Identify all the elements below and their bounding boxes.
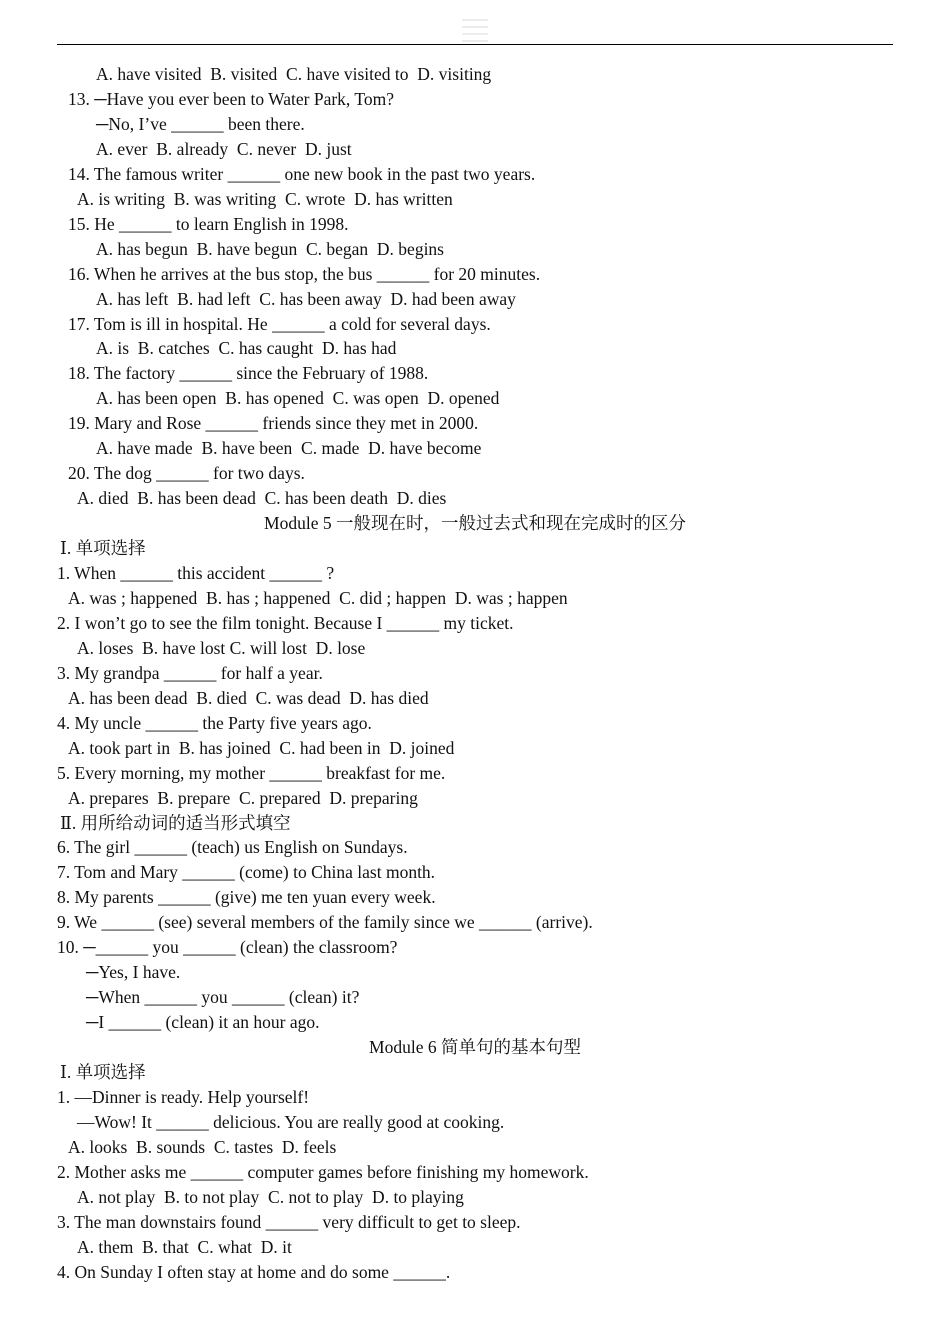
text-line: —Wow! It ______ delicious. You are really good at cooking. bbox=[77, 1111, 505, 1132]
text-line: A. was ; happened B. has ; happened C. did ; happen D. was ; happen bbox=[68, 587, 568, 608]
text-line: 13. ─Have you ever been to Water Park, Tom? bbox=[68, 88, 394, 109]
text-line: ─Yes, I have. bbox=[86, 962, 181, 983]
text-line: A. loses B. have lost C. will lost D. lose bbox=[77, 637, 366, 658]
text-line: A. looks B. sounds C. tastes D. feels bbox=[68, 1136, 337, 1157]
text-line: Ⅰ. 单项选择 bbox=[60, 538, 146, 559]
text-line: 16. When he arrives at the bus stop, the bus ______ for 20 minutes. bbox=[68, 263, 541, 284]
text-line: A. died B. has been dead C. has been death D. dies bbox=[77, 488, 447, 509]
text-line: 18. The factory ______ since the February of 1988. bbox=[68, 363, 429, 384]
text-line: A. has left B. had left C. has been away D. had been away bbox=[96, 288, 516, 309]
text-line: 4. On Sunday I often stay at home and do some ______. bbox=[57, 1261, 451, 1282]
text-line: ─I ______ (clean) it an hour ago. bbox=[86, 1012, 320, 1033]
text-line: 19. Mary and Rose ______ friends since they met in 2000. bbox=[68, 413, 479, 434]
text-line: 17. Tom is ill in hospital. He ______ a cold for several days. bbox=[68, 313, 491, 334]
text-line: A. them B. that C. what D. it bbox=[77, 1236, 292, 1257]
text-line: A. prepares B. prepare C. prepared D. preparing bbox=[68, 787, 418, 808]
text-line: 2. I won’t go to see the film tonight. Because I ______ my ticket. bbox=[57, 612, 514, 633]
text-line: 9. We ______ (see) several members of the family since we ______ (arrive). bbox=[57, 912, 593, 933]
section-heading: Module 5 一般现在时，一般过去式和现在完成时的区分 bbox=[264, 513, 686, 534]
text-line: 15. He ______ to learn English in 1998. bbox=[68, 213, 349, 234]
text-line: 8. My parents ______ (give) me ten yuan every week. bbox=[57, 887, 436, 908]
text-line: A. not play B. to not play C. not to play D. to playing bbox=[77, 1186, 464, 1207]
text-line: 20. The dog ______ for two days. bbox=[68, 463, 305, 484]
text-line: 7. Tom and Mary ______ (come) to China last month. bbox=[57, 862, 436, 883]
text-line: A. has been dead B. died C. was dead D. has died bbox=[68, 687, 429, 708]
text-line: 10. ─______ you ______ (clean) the classroom? bbox=[57, 937, 398, 958]
text-line: A. have visited B. visited C. have visited to D. visiting bbox=[96, 64, 492, 84]
text-line: A. have made B. have been C. made D. have become bbox=[96, 438, 482, 459]
text-line: 4. My uncle ______ the Party five years ago. bbox=[57, 712, 372, 733]
text-line: 14. The famous writer ______ one new book in the past two years. bbox=[68, 163, 536, 184]
text-line: 6. The girl ______ (teach) us English on Sundays. bbox=[57, 837, 408, 858]
section-heading: Module 6 简单句的基本句型 bbox=[369, 1037, 581, 1058]
text-line: A. has begun B. have begun C. began D. begins bbox=[96, 238, 444, 259]
text-line: A. is B. catches C. has caught D. has had bbox=[96, 338, 397, 359]
text-line: 1. —Dinner is ready. Help yourself! bbox=[57, 1086, 310, 1107]
text-line: 1. When ______ this accident ______ ? bbox=[57, 563, 335, 583]
text-line: 5. Every morning, my mother ______ breakfast for me. bbox=[57, 762, 446, 783]
text-line: 3. The man downstairs found ______ very difficult to get to sleep. bbox=[57, 1211, 521, 1232]
text-line: Ⅱ. 用所给动词的适当形式填空 bbox=[60, 812, 291, 833]
text-line: A. has been open B. has opened C. was open D. opened bbox=[96, 388, 500, 409]
text-line: A. ever B. already C. never D. just bbox=[96, 138, 352, 159]
text-line: A. took part in B. has joined C. had been in D. joined bbox=[68, 737, 455, 758]
text-line: Ⅰ. 单项选择 bbox=[60, 1062, 146, 1082]
text-line: ─No, I’ve ______ been there. bbox=[96, 113, 305, 134]
header-rule bbox=[57, 44, 893, 45]
text-line: 2. Mother asks me ______ computer games before finishing my homework. bbox=[57, 1161, 589, 1182]
text-line: A. is writing B. was writing C. wrote D. has written bbox=[77, 188, 453, 209]
text-line: ─When ______ you ______ (clean) it? bbox=[86, 987, 360, 1008]
text-line: 3. My grandpa ______ for half a year. bbox=[57, 662, 323, 683]
